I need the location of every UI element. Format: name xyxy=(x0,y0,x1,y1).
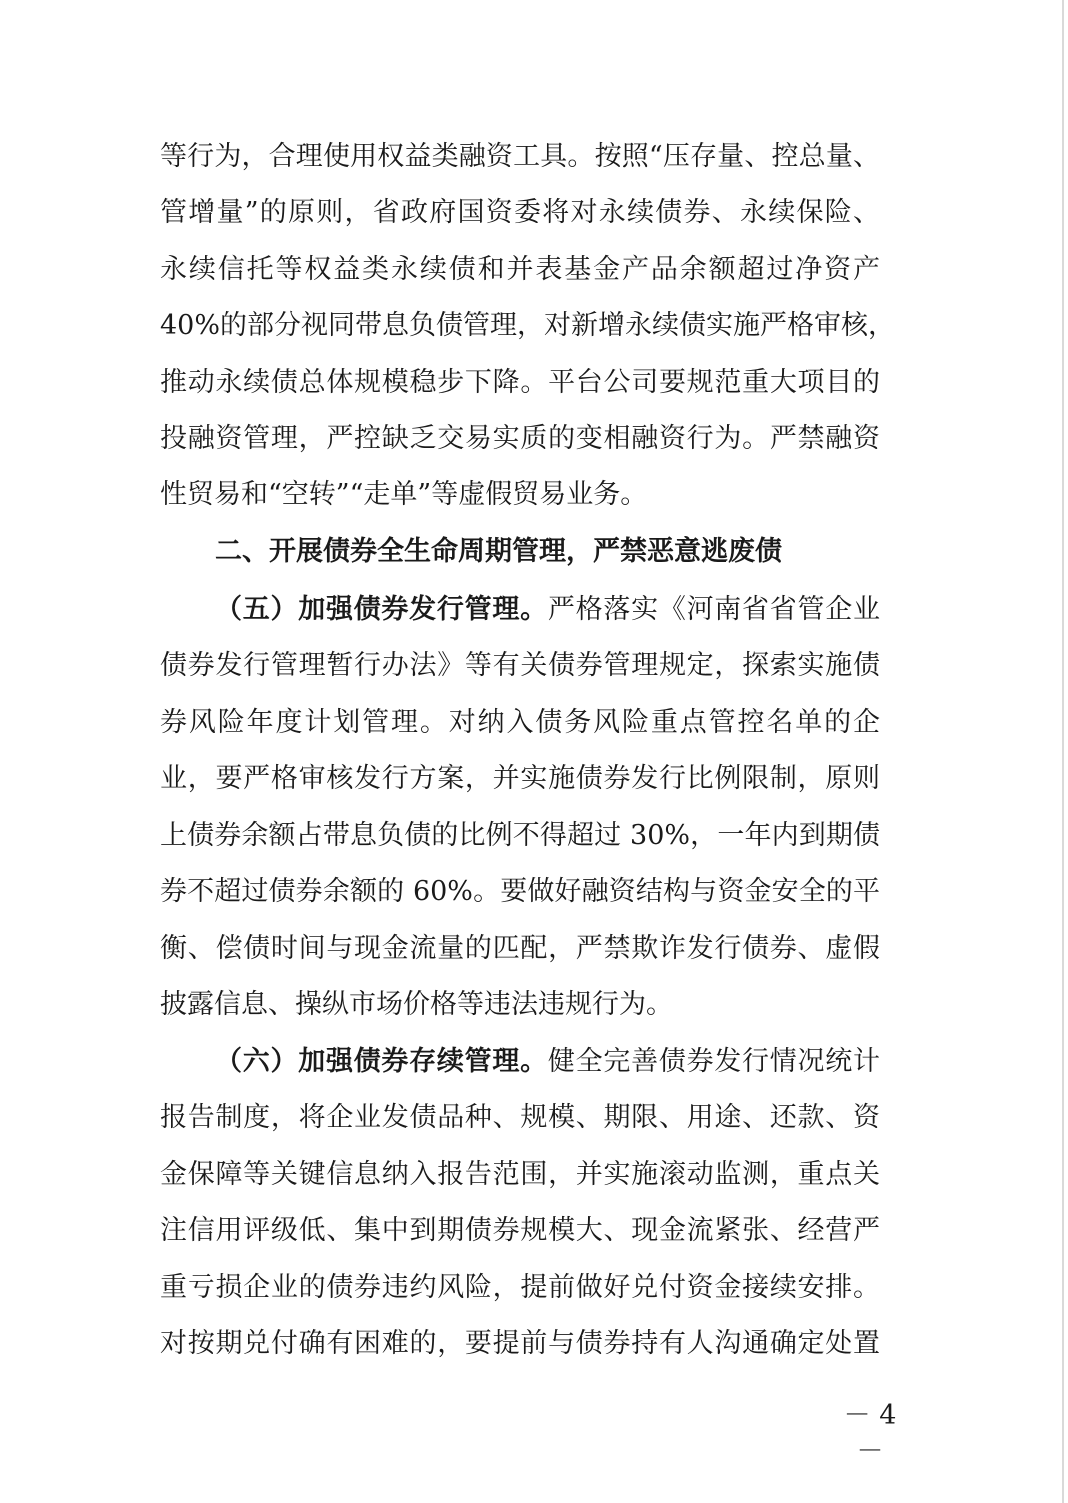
body-line: 管增量”的原则，省政府国资委将对永续债券、永续保险、 xyxy=(160,197,880,228)
page-edge-border xyxy=(1062,0,1064,1503)
body-line: 上债券余额占带息负债的比例不得超过 30%，一年内到期债 xyxy=(160,820,880,851)
body-line: 券风险年度计划管理。对纳入债务风险重点管控名单的企 xyxy=(160,707,880,738)
page-number: － 4 － xyxy=(843,1400,897,1467)
body-line: 券不超过债券余额的 60%。要做好融资结构与资金安全的平 xyxy=(160,876,880,907)
body-line: 40%的部分视同带息负债管理，对新增永续债实施严格审核， xyxy=(160,310,896,341)
para5-label: （五）加强债券发行管理。 xyxy=(215,594,548,625)
body-line: 衡、偿债时间与现金流量的匹配，严禁欺诈发行债券、虚假 xyxy=(160,933,880,964)
body-line: 业，要严格审核发行方案，并实施债券发行比例限制，原则 xyxy=(160,763,880,794)
body-line: 披露信息、操纵市场价格等违法违规行为。 xyxy=(160,989,673,1020)
body-line: 性贸易和“空转”“走单”等虚假贸易业务。 xyxy=(160,479,648,510)
para6-label: （六）加强债券存续管理。 xyxy=(215,1046,548,1077)
para6-first-rest: 健全完善债券发行情况统计 xyxy=(547,1046,881,1077)
body-line: 重亏损企业的债券违约风险，提前做好兑付资金接续安排。 xyxy=(160,1272,880,1303)
para5-first-rest: 严格落实《河南省省管企业 xyxy=(547,594,881,625)
para6-first-line xyxy=(215,1042,880,1082)
body-line: 债券发行管理暂行办法》等有关债券管理规定，探索实施债 xyxy=(160,650,880,681)
body-line: 报告制度，将企业发债品种、规模、期限、用途、还款、资 xyxy=(160,1102,880,1133)
body-line: 投融资管理，严控缺乏交易实质的变相融资行为。严禁融资 xyxy=(160,423,880,454)
para5-first-line xyxy=(215,590,880,630)
section-heading: 二、开展债券全生命周期管理，严禁恶意逃废债 xyxy=(215,536,782,567)
body-line: 永续信托等权益类永续债和并表基金产品余额超过净资产 xyxy=(160,254,880,285)
body-line: 对按期兑付确有困难的，要提前与债券持有人沟通确定处置 xyxy=(160,1328,880,1359)
body-line: 注信用评级低、集中到期债券规模大、现金流紧张、经营严 xyxy=(160,1215,880,1246)
body-line: 金保障等关键信息纳入报告范围，并实施滚动监测，重点关 xyxy=(160,1159,880,1190)
body-line: 推动永续债总体规模稳步下降。平台公司要规范重大项目的 xyxy=(160,367,880,398)
body-line: 等行为，合理使用权益类融资工具。按照“压存量、控总量、 xyxy=(160,141,880,172)
